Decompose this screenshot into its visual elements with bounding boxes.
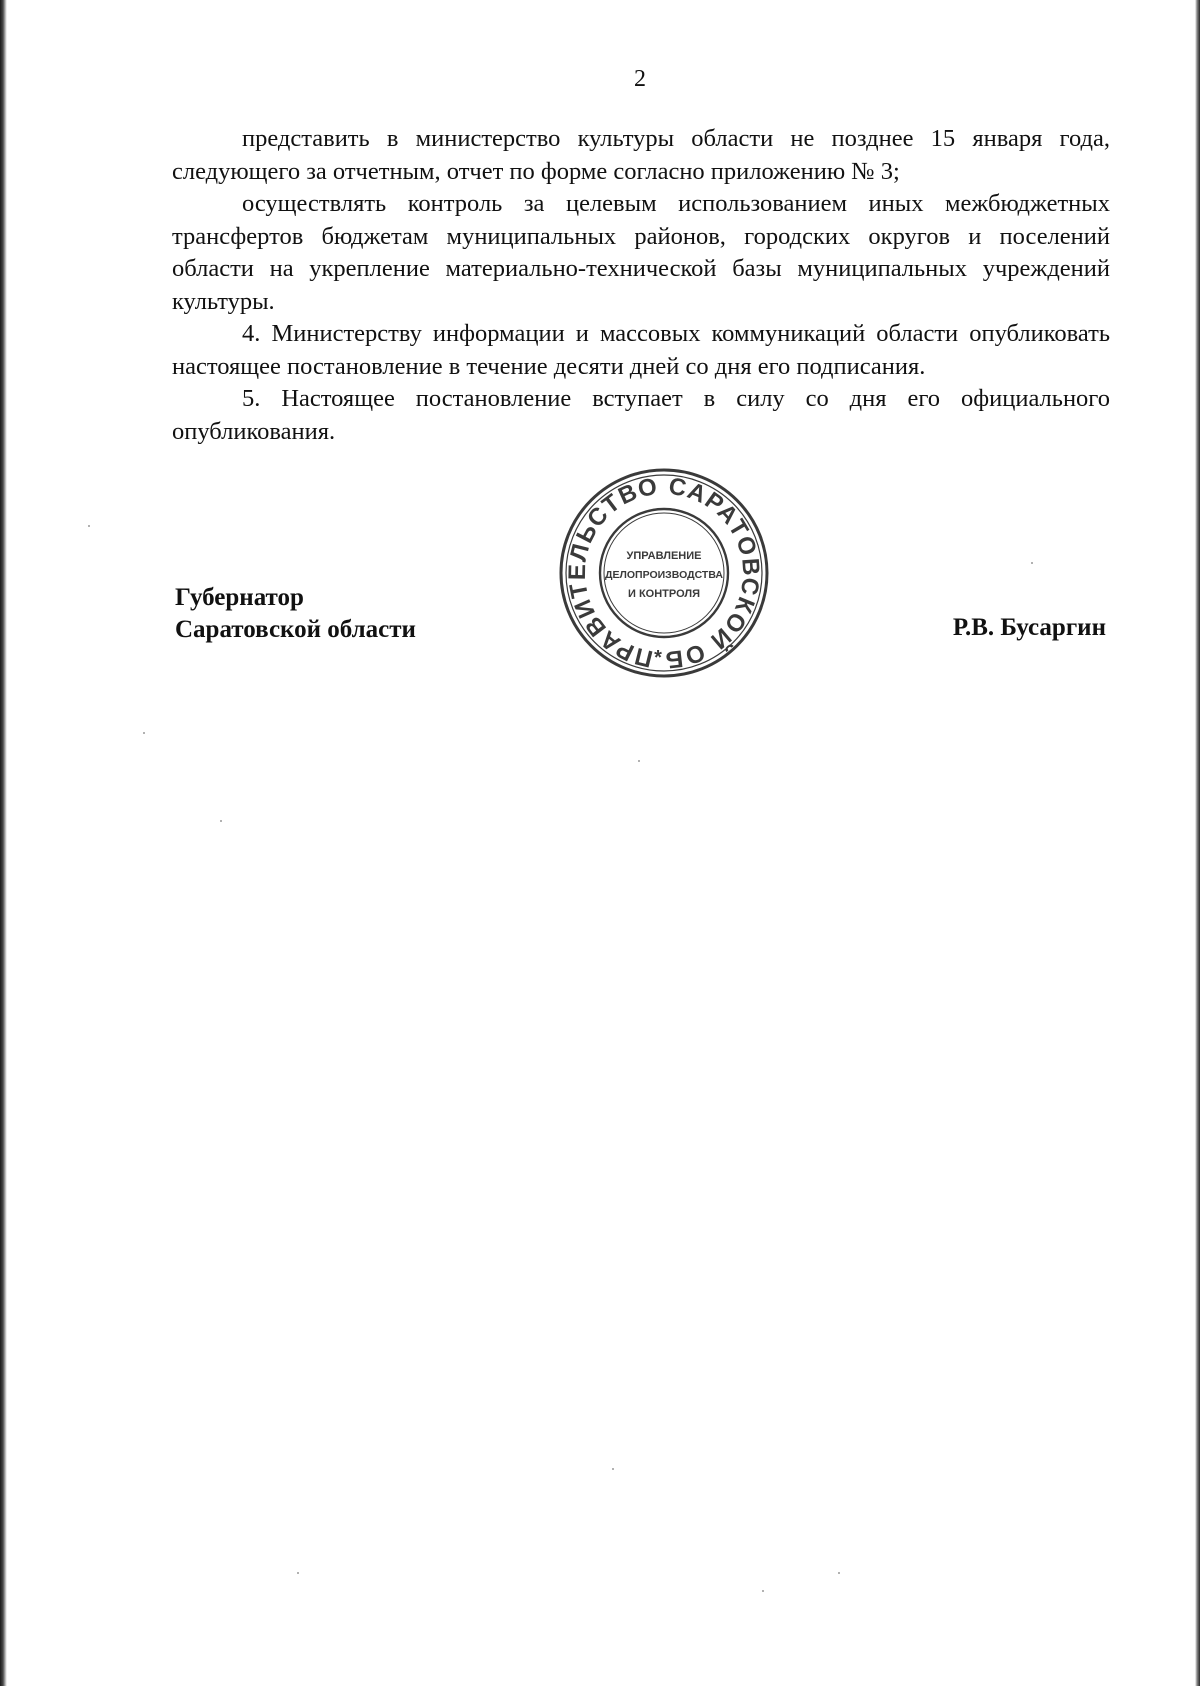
official-stamp — [555, 464, 773, 682]
paragraph-report-deadline: представить в министерство культуры области не позднее 15 января года, следующего за отчетным, отчет по форме согласно приложению № 3; — [172, 125, 1110, 185]
stamp-inner-line1: УПРАВЛЕНИЕ — [626, 550, 702, 562]
scan-edge-left — [0, 0, 7, 1686]
stamp-star-icon: * — [654, 647, 662, 669]
stamp-inner-line2: ДЕЛОПРОИЗВОДСТВА — [605, 569, 723, 581]
stamp-seal-icon — [555, 464, 773, 682]
paragraph-control: осуществлять контроль за целевым использованием иных межбюджетных трансфертов бюджетам муниципальных районов, городских округов и поселений области на укрепление материально-технической базы муниципальных учреждений культуры. — [172, 190, 1110, 315]
scan-speck — [297, 1572, 299, 1574]
scan-speck — [1031, 562, 1033, 564]
document-body — [172, 123, 1110, 448]
scan-speck — [143, 732, 145, 734]
scan-speck — [220, 820, 222, 822]
scan-speck — [612, 1468, 614, 1470]
scan-edge-right — [1195, 0, 1200, 1686]
signatory-position-line2: Саратовской области — [175, 616, 416, 643]
scan-speck — [638, 760, 640, 762]
signatory-name: Р.В. Бусаргин — [952, 614, 1106, 641]
paragraph-publication: 4. Министерству информации и массовых коммуникаций области опубликовать настоящее постановление в течение десяти дней со дня его подписания. — [172, 320, 1110, 380]
scan-speck — [762, 1590, 764, 1592]
signatory-position — [175, 582, 416, 646]
signatory-position-line1: Губернатор — [175, 584, 304, 611]
scan-speck — [838, 1572, 840, 1574]
page-number: 2 — [634, 66, 646, 92]
stamp-inner-line3: И КОНТРОЛЯ — [628, 588, 700, 600]
stamp-outer-text: ПРАВИТЕЛЬСТВО САРАТОВСКОЙ ОБ — [563, 472, 765, 674]
paragraph-entry-into-force: 5. Настоящее постановление вступает в силу со дня его официального опубликования. — [172, 385, 1110, 445]
scan-speck — [88, 525, 90, 527]
